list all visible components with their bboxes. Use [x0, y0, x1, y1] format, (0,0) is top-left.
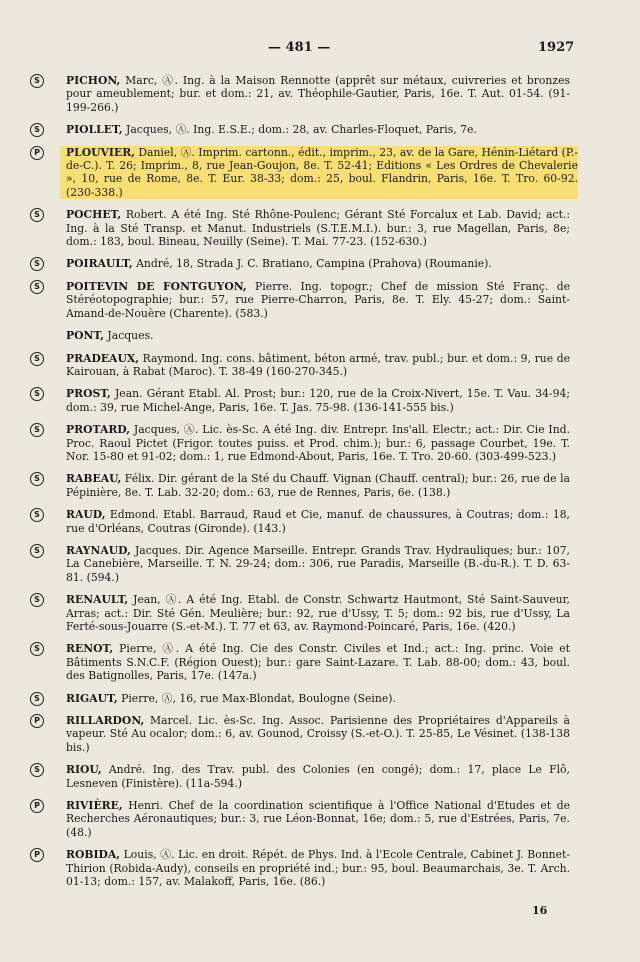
entry-name: PROTARD, — [66, 423, 131, 437]
entry-name: ROBIDA, — [66, 848, 121, 862]
entry-details: Jacques. — [104, 329, 154, 343]
membership-mark-icon: S — [30, 763, 44, 777]
entry-name: RIGAUT, — [66, 691, 118, 705]
membership-mark-icon: S — [30, 642, 44, 656]
membership-mark-icon: S — [30, 74, 44, 88]
page-number: — 481 — — [268, 40, 331, 55]
directory-entry — [30, 763, 570, 790]
entry-details: Félix. Dir. gérant de la Sté du Chauff. Vignan (Chauff. central); bur.: 26, rue de la Pépinière, 8e. T. Lab. 32-20; dom.: 63, rue de Rennes, Paris, 6e. (138.) — [66, 472, 570, 499]
entry-name: RENOT, — [66, 642, 114, 656]
entry-name: RABEAU, — [66, 472, 122, 486]
page-year: 1927 — [538, 40, 575, 55]
entry-details: Jean, Ⓐ. A été Ing. Etabl. de Constr. Schwartz Hautmont, Sté Saint-Sauveur, Arras; act.: Dir. Sté Gén. Meulière; bur.: 92, rue d'Ussy, T. 5; dom.: 92 bis, rue d'Ussy, La Ferté-sous-Jouarre (S.-et-M.). T. 77 et 63, av. Raymond-Poincaré, Paris, 16e. (420.) — [66, 593, 570, 633]
membership-mark-icon: S — [30, 544, 44, 558]
directory-entry — [30, 352, 570, 379]
membership-mark-icon: S — [30, 472, 44, 486]
entry-details: Daniel, Ⓐ. Imprim. cartonn., édit., imprim., 23, av. de la Gare, Hénin-Liétard (P.-de-C.). T. 26; Imprim., 8, rue Jean-Goujon, 8e. T. 52-41; Editions « Les Ordres de Chevalerie », 10, rue de Rome, 8e. T. Eur. 38-33; dom.: 25, boul. Flandrin, Paris, 16e. T. Tro. 60-92. (230-338.) — [66, 145, 578, 199]
entry-details: Robert. A été Ing. Sté Rhône-Poulenc; Gérant Sté Forcalux et Lab. David; act.: Ing. à la Sté Transp. et Manut. Industriels (S.T.E.M.I.). bur.: 3, rue Magellan, Paris, 8e; dom.: 183, boul. Bineau, Neuilly (Seine). T. Mai. 77-23. (152-630.) — [66, 208, 570, 249]
entry-details: Pierre, Ⓐ. A été Ing. Cie des Constr. Civiles et Ind.; act.: Ing. princ. Voie et Bâtiments S.N.C.F. (Région Ouest); bur.: gare Saint-Lazare. T. Lab. 88-00; dom.: 43, boul. des Batignolles, Paris, 17e. (147a.) — [66, 642, 570, 683]
entry-name: PROST, — [66, 387, 111, 401]
directory-entry — [30, 714, 570, 754]
entry-details: Henri. Chef de la coordination scientifique à l'Office National d'Etudes et de Recherches Aéronautiques; bur.: 3, rue Léon-Bonnat, 16e; dom.: 5, rue d'Estrées, Paris, 7e. (48.) — [66, 799, 570, 839]
directory-entry — [30, 423, 570, 463]
membership-mark-icon: S — [30, 423, 44, 437]
membership-mark-icon: S — [30, 208, 44, 222]
entry-name: PICHON, — [66, 74, 121, 87]
entry-details: Marcel. Lic. ès-Sc. Ing. Assoc. Parisienne des Propriétaires d'Appareils à vapeur. Sté Au ocalor; dom.: 6, av. Gounod, Croissy (S.-et-O.). T. 25-85, Le Vésinet. (138-138 bis.) — [66, 714, 570, 754]
entry-details: André, 18, Strada J. C. Bratiano, Campina (Prahova) (Roumanie). — [132, 257, 492, 271]
membership-mark-icon: S — [30, 692, 44, 706]
entry-details: Louis, Ⓐ. Lic. en droit. Répét. de Phys. Ind. à l'Ecole Centrale, Cabinet J. Bonnet-Thirion (Robida-Audy), conseils en propriété ind.; bur.: 95, boul. Beaumarchais, 3e. T. Arch. 01-13; dom.: 157, av. Malakoff, Paris, 16e. (86.) — [66, 848, 570, 889]
entry-name: RIOU, — [66, 763, 102, 777]
membership-mark-icon: S — [30, 123, 44, 137]
entry-name: RILLARDON, — [66, 714, 145, 728]
directory-entry — [30, 848, 570, 888]
directory-entry — [30, 329, 570, 342]
entry-name: RAUD, — [66, 508, 106, 522]
entry-name: RAYNAUD, — [66, 543, 131, 557]
directory-entry — [30, 642, 570, 682]
entry-details: Jean. Gérant Etabl. Al. Prost; bur.: 120, rue de la Croix-Nivert, 15e. T. Vau. 34-94; dom.: 39, rue Michel-Ange, Paris, 16e. T. Jas. 75-98. (136-141-555 bis.) — [66, 387, 570, 414]
entry-list — [30, 74, 578, 898]
directory-entry — [30, 472, 570, 499]
entry-name: PONT, — [66, 329, 104, 343]
directory-entry — [30, 280, 570, 320]
directory-entry — [34, 145, 578, 200]
page-header — [0, 36, 640, 56]
entry-name: POITEVIN DE FONTGUYON, — [66, 279, 247, 293]
signature-mark: 16 — [532, 904, 548, 917]
entry-details: Marc, Ⓐ. Ing. à la Maison Rennotte (apprêt sur métaux, cuivreries et bronzes pour ameublement; bur. et dom.: 21, av. Théophile-Gautier, Paris, 16e. T. Aut. 01-54. (91-199-266.) — [66, 74, 570, 114]
directory-entry — [30, 123, 570, 136]
directory-entry — [30, 544, 570, 584]
entry-name: PIOLLET, — [66, 123, 123, 137]
entry-name: PRADEAUX, — [66, 351, 139, 365]
membership-mark-icon: P — [30, 799, 44, 813]
directory-entry — [30, 593, 570, 633]
membership-mark-icon: P — [30, 146, 44, 160]
entry-details: Edmond. Etabl. Barraud, Raud et Cie, manuf. de chaussures, à Coutras; dom.: 18, rue d'Orléans, Coutras (Gironde). (143.) — [66, 508, 570, 535]
entry-details: Jacques, Ⓐ. Ing. E.S.E.; dom.: 28, av. Charles-Floquet, Paris, 7e. — [122, 123, 477, 137]
directory-entry — [30, 508, 570, 535]
directory-entry — [30, 74, 570, 114]
membership-mark-icon: P — [30, 848, 44, 862]
membership-mark-icon: S — [30, 593, 44, 607]
entry-details: Jacques, Ⓐ. Lic. ès-Sc. A été Ing. div. Entrepr. Ins'all. Electr.; act.: Dir. Cie Ind. Proc. Raoul Pictet (Frigor. toutes puiss. et Prod. chim.); bur.: 6, passage Courbet, 19e. T. Nor. 15-80 et 91-02; dom.: 1, rue Edmond-About, Paris, 16e. T. Tro. 20-60. (303-499-523.) — [66, 423, 570, 463]
entry-details: Pierre, Ⓐ, 16, rue Max-Blondat, Boulogne (Seine). — [117, 691, 396, 705]
entry-details: Raymond. Ing. cons. bâtiment, béton armé, trav. publ.; bur. et dom.: 9, rue de Kairouan, à Rabat (Maroc). T. 38-49 (160-270-345.) — [66, 351, 570, 378]
entry-name: RENAULT, — [66, 593, 129, 607]
membership-mark-icon: S — [30, 280, 44, 294]
directory-entry — [30, 208, 570, 248]
membership-mark-icon: S — [30, 387, 44, 401]
membership-mark-icon: P — [30, 714, 44, 728]
membership-mark-icon: S — [30, 508, 44, 522]
directory-entry — [30, 257, 570, 270]
entry-name: PLOUVIER, — [66, 145, 135, 159]
entry-name: POCHET, — [66, 208, 122, 222]
entry-details: André. Ing. des Trav. publ. des Colonies (en congé); dom.: 17, place Le Flô, Lesneven (Finistère). (11a-594.) — [66, 763, 570, 790]
membership-mark-icon: S — [30, 257, 44, 271]
directory-entry — [30, 387, 570, 414]
entry-name: RIVIÈRE, — [66, 799, 123, 813]
directory-entry — [30, 799, 570, 839]
entry-details: Jacques. Dir. Agence Marseille. Entrepr. Grands Trav. Hydrauliques; bur.: 107, La Canebière, Marseille. T. N. 29-24; dom.: 306, rue Paradis, Marseille (B.-du-R.). T. D. 63-81. (594.) — [66, 543, 570, 584]
directory-entry — [30, 692, 570, 705]
entry-details: Pierre. Ing. topogr.; Chef de mission Sté Franç. de Stéréotopographie; bur.: 57, rue Pierre-Charron, Paris, 8e. T. Ely. 45-27; dom.: Saint-Amand-de-Nouère (Charente). (583.) — [66, 279, 570, 320]
membership-mark-icon: S — [30, 352, 44, 366]
entry-name: POIRAULT, — [66, 257, 133, 271]
